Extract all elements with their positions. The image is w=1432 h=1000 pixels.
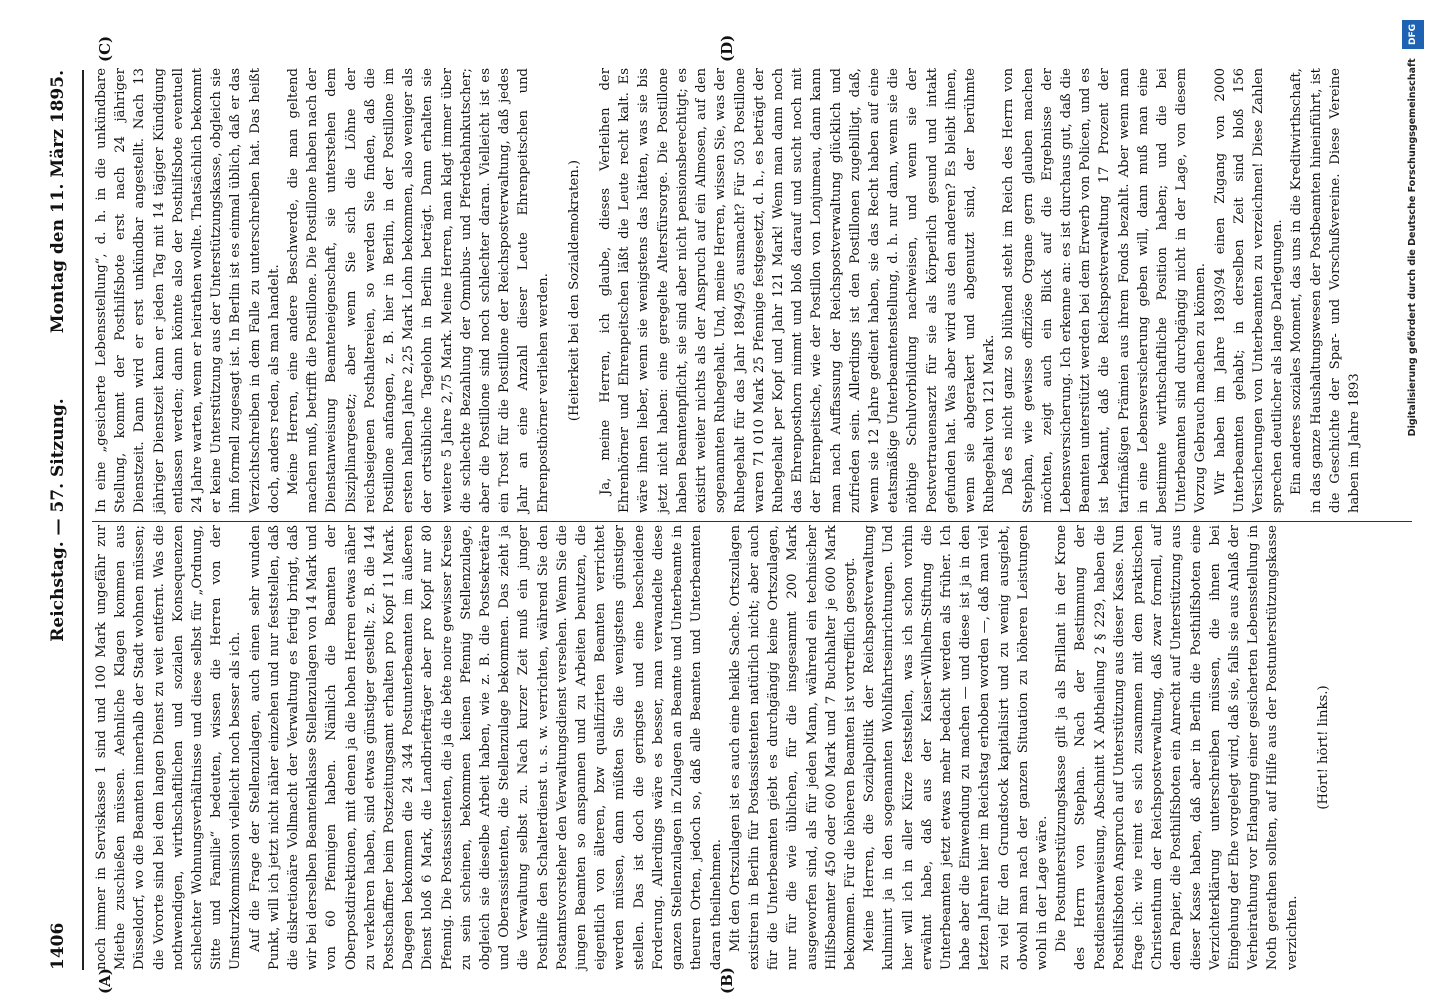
paragraph: Ja, meine Herren, ich glaube, dieses Verleihen der Ehrenhörner und Ehrenpeitschen läßt die Leute recht kalt. Es wäre ihnen lieber, wenn sie wenigstens das hätten, was sie bis jetzt nicht haben: eine geregelte Altersfürsorge. Die Postillone haben Beamtenpflicht, sie sind aber nicht pensionsberechtigt; es existirt weiter nichts als der Anspruch auf ein Almosen, auf den sogenannten Ruhegehalt. Und, meine Herren, wissen Sie, was der Ruhegehalt für das Jahr 1894/95 ausmacht? Für 503 Postillone waren 71 010 Mark 25 Pfennige festgesetzt, d. h., es beträgt der Ruhegehalt per Kopf und Jahr 121 Mark! Wenn man dann noch das Ehrenposthorn nimmt und bloß darauf und sucht noch mit der Ehrenpeitsche, wie der Postillon von Lonjumeau, dann kann man nach Auffassung der Reichspostverwaltung glücklich und zufrieden sein. Allerdings ist den Postillonen zugebilligt, daß, wenn sie 12 Jahre gedient haben, sie das Recht haben auf eine etatsmäßige Unterbeamtenstellung, d. h. nur dann, wenn sie die nöthige Schulvorbildung nachweisen, und wenn sie der Postvertrauensarzt für sie als körperlich gesund und intakt gefunden hat. Was aber wird aus den anderen? Es bleibt ihnen, wenn sie abgerakert und abgenutzt sind, der berühmte Ruhegehalt von 121 Mark.: [598, 68, 998, 513]
digitization-credit: [1402, 20, 1424, 980]
paragraph: noch immer in Serviskasse 1 sind und 100 Mark ungefähr zur Miethe zuschießen müssen. Aehnliche Klagen kommen aus Düsseldorf, wo die Beamten innerhalb der Stadt wohnen müssen; die Vororte sind bei dem langen Dienst zu weit entfernt. Was die nothwendigen, wirthschaftlichen und sozialen Konsequenzen schlechter Wohnungsverhältnisse und diese selbst für „Ordnung, Sitte und Familie“ bedeuten, wissen die Herren von der Umsturzkommission vielleicht noch besser als ich.: [94, 525, 244, 970]
paragraph: Ein anderes soziales Moment, das uns in die Kreditwirthschaft, in das ganze Haushaltungswesen der Postbeamten hineinführt, ist die Geschichte der Spar- und Vorschußvereine. Diese Vereine haben im Jahre 1893: [1289, 68, 1362, 513]
page-header: [48, 70, 80, 970]
marker-a: (A): [96, 968, 114, 994]
paragraph: Die Postunterstützungskasse gilt ja als Brillant in der Krone des Herrn von Stephan. Nach der Bestimmung der Postdienstanweisung, Abschnitt X Abtheilung 2 § 229, haben die Posthilfsboten Anspruch auf Unterstützung aus dieser Kasse. Nun frage ich: wie reimt es sich zusammen mit dem praktischen Christenthum der Reichspostverwaltung, daß zwar formell, auf dem Papier, die Posthilfsboten ein Anrecht auf Unterstützung aus dieser Kasse haben, daß aber in Berlin die Posthilfsboten eine Verzichterklärung unterschreiben müssen, die ihnen bei Eingehung der Ehe vorgelegt wird, daß sie, falls sie aus Anlaß der Verheirathung vor Erlangung einer gesicherten Lebensstellung in Noth gerathen sollten, auf Hilfe aus der Postunterstützungskasse verzichten.: [1054, 525, 1300, 970]
dfg-logo: DFG: [1402, 20, 1424, 49]
credit-text: Digitalisierung gefördert durch die Deutsche Forschungsgemeinschaft: [1407, 58, 1418, 437]
paragraph: Auf die Frage der Stellenzulagen, auch einen sehr wunden Punkt, will ich jetzt nicht näher einzehen und nur feststellen, daß die diskretionäre Vollmacht der Verwaltung es fertig bringt, daß wir bei derselben Beamtenklasse Stellenzulagen von 14 Mark und von 60 Pfennigen haben. Nämlich die Beamten der Oberpostdirektionen, mit denen ja die hohen Herren etwas näher zu verkehren haben, sind etwas günstiger gestellt; z. B. die 144 Postschaffner beim Postzeitungsamt erhalten pro Kopf 11 Mark. Dagegen bekommen die 24 344 Postunterbeamten im äußeren Dienst bloß 6 Mark, die Landbriefträger aber pro Kopf nur 80 Pfennig. Die Postassistenten, die ja die bête noire gewisser Kreise zu sein scheinen, bekommen keinen Pfennig Stellenzulage, obgleich sie dieselbe Arbeit haben, wie z. B. die Postsekretäre und Oberassistenten, die Stellenzulage bekommen. Das zieht ja die Verwaltung selbst zu. Nach kurzer Zeit muß ein junger Posthilfe den Schalterdienst u. s. w. verrichten, während Sie den Postamtsvorsteher den Verwaltungsdienst versehen. Wenn Sie die jungen Beamten so anspannen und zu Arbeiten benutzen, die eigentlich von älteren, bzw qualifizirten Beamten verrichtet werden müssen, dann müßten Sie die wenigstens günstiger stellen. Das ist doch die geringste und eine bescheidene Forderung. Allerdings wäre es besser, man verwandelte diese ganzen Stellenzulagen in Zulagen an Beamte und Unterbeamte in theuren Orten, jedoch so, daß alle Beamten und Unterbeamten daran theilnehmen.: [247, 525, 724, 970]
interjection: (Hört! hört! links.): [1315, 685, 1331, 810]
paragraph: Meine Herren, die Sozialpolitik der Reichspostverwaltung kulminirt ja in den sogenannten Wohlfahrtseinrichtungen. Und hier will ich in aller Kürze feststellen, was ich schon vorhin erwähnt habe, daß aus der Kaiser-Wilhelm-Stiftung die Unterbeamten jetzt etwas mehr bedacht werden als früher. Ich habe aber die Einwendung zu machen — und diese ist ja in den letzten Jahren hier im Reichstag erhoben worden —, daß man viel zu viel für den Grundstock kapitalisirt und zu wenig ausgiebt, obwohl man nach der ganzen Situation zu höheren Leistungen wohl in der Lage wäre.: [862, 525, 1050, 970]
column-divider: [92, 521, 1412, 522]
right-column: [92, 68, 1422, 513]
marker-d: (D): [718, 34, 736, 62]
session-date: Montag den 11. März 1895.: [48, 70, 68, 334]
left-column: [92, 525, 1422, 970]
paragraph: Wir haben im Jahre 1893/94 einen Zugang von 2000 Unterbeamten gehabt; in derselben Zeit sind bloß 156 Versicherungen von Unterbeamten zu verzeichnen! Diese Zahlen sprechen deutlicher als lange Darlegungen.: [1212, 68, 1286, 513]
page-number: 1406: [48, 922, 68, 970]
marker-c: (C): [96, 35, 114, 62]
paragraph: Mit den Ortszulagen ist es auch eine heikle Sache. Ortszulagen existiren in Berlin für Postassistenten natürlich nicht; aber auch für die Unterbeamten giebt es durchgängig keine Ortszulagen, nur für die wie üblichen, für die insgesammt 200 Mark ausgeworfen sind, als für jeden Mann, während ein technischer Hilfsbeamter 450 oder 600 Mark und 7 Buchhalter je 600 Mark bekommen. Für die höheren Beamten ist vortrefflich gesorgt.: [727, 525, 858, 970]
paragraph: Meine Herren, eine andere Beschwerde, die man geltend machen muß, betrifft die Postillone. Die Postillone haben nach der Dienstanweisung Beamteneigenschaft, sie unterstehen dem Disziplinargesetz; aber wenn Sie sich die Löhne der reichseigenen Posthaltereien, so werden Sie finden, daß die Postillone anfangen, z. B. hier in Berlin, in der Postillone im ersten halben Jahre 2,25 Mark Lohn bekommen, also weniger als der ortsübliche Tagelohn in Berlin beträgt. Dann erhalten sie weitere 5 Jahre 2,75 Mark. Meine Herren, man klagt immer über die schlechte Bezahlung der Omnibus- und Pferdebahnkutscher; aber die Postillone sind noch schlechter daran. Vielleicht ist es ein Trost für die Postillone der Reichspostverwaltung, daß jedes Jahr an eine Anzahl dieser Leute Ehrenpeitschen und Ehrenposthörner verliehen werden.: [286, 68, 551, 513]
session-title: Reichstag. — 57. Sitzung.: [48, 398, 68, 642]
paragraph: In eine „gesicherte Lebensstellung“, d. h. in die unkündbare Stellung, kommt der Posthilfsbote erst nach 24 jähriger Dienstzeit. Dann wird er erst unkündbar angestellt. Nach 13 jähriger Dienstzeit kann er jeden Tag mit 14 tägiger Kündigung entlassen werden; dann könnte also der Posthilfsbote eventuell 24 Jahre warten, wenn er heirathen wollte. Thatsächlich bekommt er keine Unterstützung aus der Unterstützungskasse, obgleich sie ihm formell zugesagt ist. In Berlin ist es einmal üblich, daß er das Verzichtschreiben in dem Falle zu unterschreiben hat. Das heißt doch, anders reden, als man handelt.: [94, 68, 282, 513]
interjection: (Heiterkeit bei den Sozialdemokraten.): [566, 159, 582, 422]
header-rule: [82, 70, 84, 970]
paragraph: Daß es nicht ganz so blühend steht im Reich des Herrn von Stephan, wie gewisse offiziöse Organe gern glauben machen möchten, zeigt auch ein Blick auf die Ergebnisse der Lebensversicherung. Ich erkenne an: es ist durchaus gut, daß die Beamten unterstützt werden bei dem Erwerb von Policen, und es ist bekannt, daß die Reichspostverwaltung 17 Prozent der tarifmäßigen Prämien aus ihrem Fonds bezahlt. Aber wenn man in eine Lebensversicherung geben will, dann muß man eine bestimmte wirthschaftliche Position haben; und die bei Unterbeamten sind durchgängig nicht in der Lage, von diesem Vorzug Gebrauch machen zu können.: [1001, 68, 1209, 513]
marker-b: (B): [718, 967, 736, 994]
